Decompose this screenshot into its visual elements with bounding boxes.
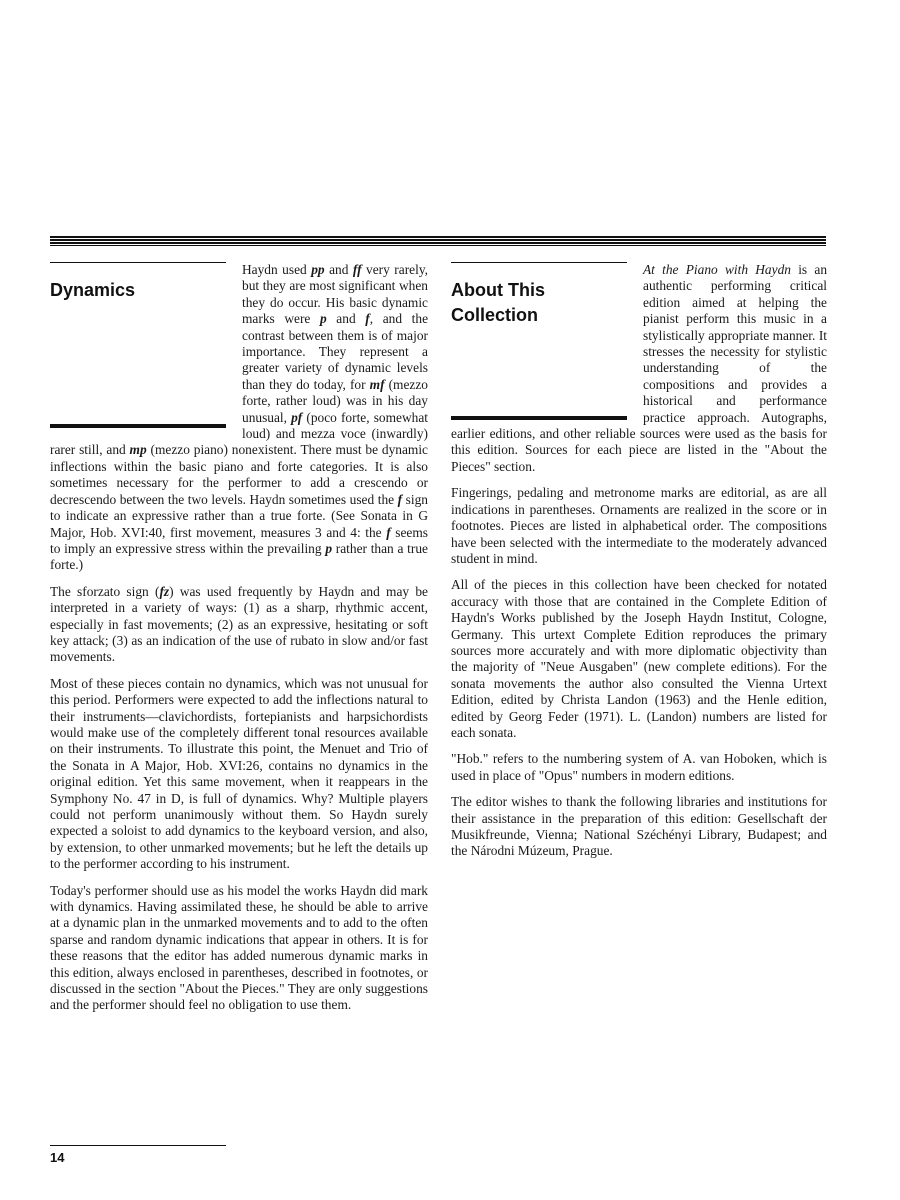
dynamics-paragraph-3: Most of these pieces contain no dynamics, which was not unusual for this period. Performers were expected to add the inflections natural to their instruments—clavichordists, fortepianists and harpsichordists would make use of the completely different tonal resources available on their instruments. To illustrate this point, the Menuet and Trio of the Sonata in A Major, Hob. XVI:26, contains no dynamics in the original edition. Yet this same movement, when it reappears in the Symphony No. 47 in D, is full of dynamics. Why? Multiple players could not perform unanimously without them. So Haydn surely expected a soloist to add dynamics to the keyboard version, and also, by extension, to other unmarked movements; but he left the details up to the performer according to his instrument. — [50, 675, 428, 872]
dynamic-mark: p — [325, 540, 333, 556]
dynamic-mark: ff — [352, 262, 362, 277]
dynamics-section — [50, 262, 428, 1024]
about-paragraph-1-text: is an authentic performing critical edition aimed at helping the pianist perform this music in a stylistically appropriate manner. It stresses the necessity for stylistic understanding of the compositions and provides a historical and performance practice approach. Autographs, earlier editions, and other reliable sources were used as the basis for this edition. Sources for each piece are listed in the "About the Pieces" section. — [451, 262, 828, 474]
text-run: ) was used frequently by Haydn and may be interpreted in a variety of ways: (1) as a sharp, rhythmic accent, especially in fast movements; (2) as an expressive, hesitating or soft key attack; (3) as an indication of the use of rubato in slow and/or fast movements. — [50, 583, 428, 665]
page-number: 14 — [50, 1150, 65, 1165]
book-title: At the Piano with Haydn — [643, 262, 791, 277]
dynamic-mark: f — [386, 524, 391, 540]
text-run: and — [324, 262, 353, 277]
dynamics-paragraph-2 — [50, 584, 428, 666]
text-run: sign to indicate an expressive rather than a true forte. (See Sonata in G Major, Hob. XVI:40, first movement, measures 3 and 4: the — [50, 491, 428, 540]
text-run: , and the contrast between them is of major importance. They represent a greater variety of dynamic levels than they do today, for — [242, 311, 429, 392]
text-run: Haydn used — [242, 262, 312, 277]
about-paragraph-3: All of the pieces in this collection have been checked for notated accuracy with those that are contained in the Complete Edition of Haydn's Works published by the Joseph Haydn Institut, Cologne, Germany. This urtext Complete Edition reproduces the primary sources more accurately and with more diplomatic objectivity than the majority of "Neue Ausgaben" (new complete editions). For the sonata movements the author also consulted the Vienna Urtext Edition, edited by Christa Landon (1963) and the Henle edition, edited by Georg Feder (1971). L. (Landon) numbers are listed for each sonata. — [451, 577, 827, 740]
dynamic-mark: f — [365, 311, 370, 327]
page-number-rule — [50, 1145, 226, 1146]
about-paragraph-5: The editor wishes to thank the following libraries and institutions for their assistance in the preparation of this edition: Gesellschaft der Musikfreunde, Vienna; National Széchényi Library, Budapest; and the Národni Múzeum, Prague. — [451, 794, 827, 859]
heading-thick-rule — [50, 424, 226, 428]
dynamic-mark: mp — [129, 442, 147, 458]
text-run: (mezzo forte, rather loud) was in his day unusual, — [242, 376, 428, 425]
text-run: The sforzato sign ( — [50, 583, 160, 599]
dynamic-mark: f — [397, 491, 403, 507]
text-run: very rarely, but they are most significant when they do occur. His basic dynamic marks were — [242, 262, 428, 327]
dynamic-mark: p — [319, 311, 327, 327]
dynamics-heading: Dynamics — [50, 280, 136, 300]
about-heading — [451, 278, 545, 328]
text-run: (mezzo piano) nonexistent. There must be dynamic inflections within the basic piano and forte categories. It is also sometimes necessary for the performer to add a crescendo or decrescendo between the two levels. Haydn sometimes used the — [50, 442, 428, 507]
dynamics-heading-box — [50, 262, 226, 432]
dynamics-paragraph-4: Today's performer should use as his model the works Haydn did mark with dynamics. Having assimilated these, he should be able to arrive at a dynamic plan in the unmarked movements and to add to the often sparse and random dynamic indications that appear in others. It is for these reasons that the editor has added numerous dynamic marks in this edition, always enclosed in parentheses, described in footnotes, or discussed in the section "About the Pieces." They are only suggestions and the performer should feel no obligation to use them. — [50, 882, 428, 1013]
text-run: rather than a true forte.) — [50, 540, 428, 573]
dynamic-mark: pp — [311, 262, 325, 277]
about-heading-line-1: About This — [451, 280, 545, 300]
dynamic-mark: fz — [159, 583, 170, 599]
dynamic-mark: pf — [291, 409, 303, 425]
text-run: and — [326, 311, 366, 327]
about-heading-box — [451, 262, 627, 424]
dynamic-mark: mf — [369, 376, 385, 392]
about-paragraph-4: "Hob." refers to the numbering system of A. van Hoboken, which is used in place of "Opus" numbers in modern editions. — [451, 751, 827, 783]
heading-thin-rule — [50, 262, 226, 263]
about-paragraph-2: Fingerings, pedaling and metronome marks are editorial, as are all indications in parentheses. Ornaments are realized in the score or in footnotes. Pieces are listed in alphabetical order. The compositions have been selected with the intermediate to the moderately advanced student in mind. — [451, 485, 827, 566]
heading-thick-rule — [451, 416, 627, 420]
top-double-rule — [50, 236, 826, 246]
text-run: (poco forte, somewhat loud) and mezza voce (inwardly) rarer still, and — [50, 409, 428, 458]
about-heading-line-2: Collection — [451, 305, 539, 325]
text-run: seems to imply an expressive stress within the prevailing — [50, 524, 429, 556]
about-section — [451, 262, 827, 870]
heading-thin-rule — [451, 262, 627, 263]
